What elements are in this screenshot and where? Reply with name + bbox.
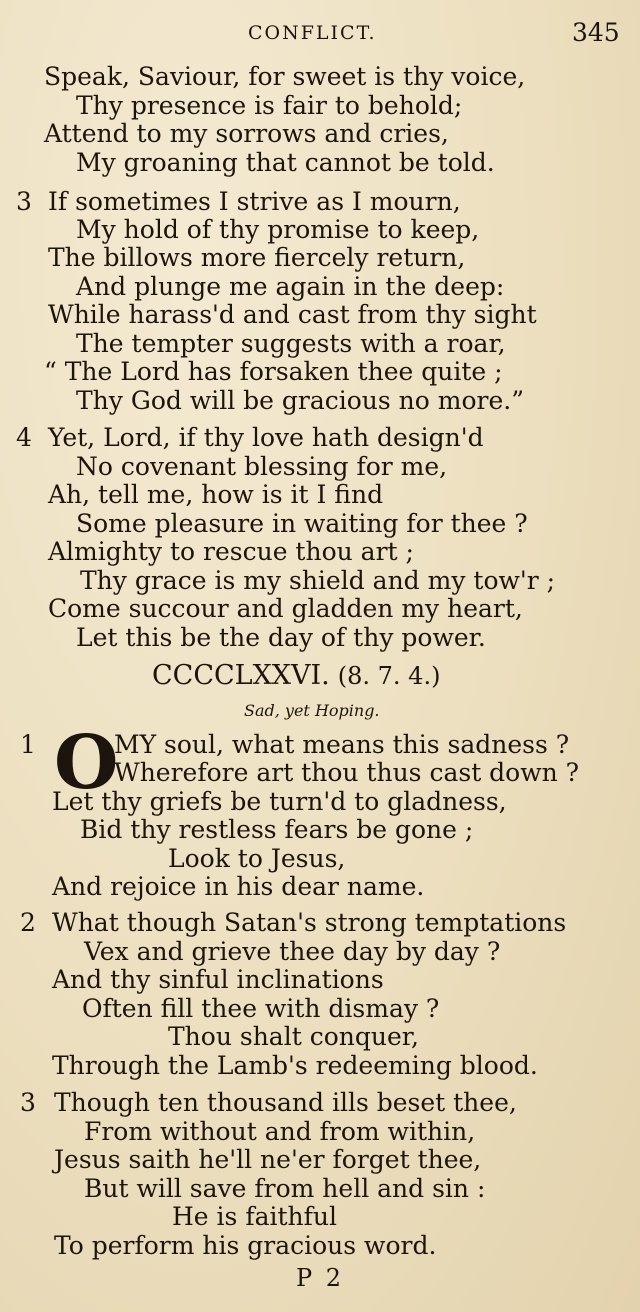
verse-line: Thy presence is fair to behold; <box>76 91 463 120</box>
hymn-number: CCCCLXXVI. <box>152 660 330 691</box>
verse-line: Let this be the day of thy power. <box>76 623 486 652</box>
verse-line: To perform his gracious word. <box>54 1231 437 1260</box>
verse-line: My groaning that cannot be told. <box>76 148 495 177</box>
hymn-subtitle: Sad, yet Hoping. <box>244 701 380 720</box>
verse-line: Wherefore art thou thus cast down ? <box>114 758 580 787</box>
verse-line: Through the Lamb's redeeming blood. <box>52 1051 538 1080</box>
verse-line: If sometimes I strive as I mourn, <box>48 187 461 216</box>
verse-line: Jesus saith he'll ne'er forget thee, <box>54 1145 482 1174</box>
verse-line: Some pleasure in waiting for thee ? <box>76 509 528 538</box>
verse-line: “ The Lord has forsaken thee quite ; <box>44 357 503 386</box>
stanza-number: 4 <box>16 423 32 452</box>
verse-line: Vex and grieve thee day by day ? <box>84 937 501 966</box>
verse-line: What though Satan's strong temptations <box>52 908 567 937</box>
verse-line: And thy sinful inclinations <box>52 965 384 994</box>
verse-line: Attend to my sorrows and cries, <box>44 119 449 148</box>
verse-line: And rejoice in his dear name. <box>52 872 425 901</box>
verse-line: Thy grace is my shield and my tow'r ; <box>80 566 556 595</box>
hymn-meter: (8. 7. 4.) <box>337 662 441 690</box>
verse-line: No covenant blessing for me, <box>76 452 448 481</box>
verse-line: Yet, Lord, if thy love hath design'd <box>48 423 484 452</box>
page-number: 345 <box>572 18 620 47</box>
stanza-number: 1 <box>20 730 36 759</box>
verse-line: Ah, tell me, how is it I find <box>48 480 384 509</box>
verse-line: From without and from within, <box>84 1117 476 1146</box>
verse-line: Almighty to rescue thou art ; <box>48 537 414 566</box>
verse-line: Though ten thousand ills beset thee, <box>54 1088 517 1117</box>
hymn-title <box>152 660 440 691</box>
page-header <box>0 20 640 50</box>
verse-line: My hold of thy promise to keep, <box>76 215 480 244</box>
verse-line: Let thy griefs be turn'd to gladness, <box>52 787 507 816</box>
verse-line: But will save from hell and sin : <box>84 1174 486 1203</box>
verse-line: The billows more fiercely return, <box>48 243 466 272</box>
verse-line: MY soul, what means this sadness ? <box>114 730 570 759</box>
verse-line: Often fill thee with dismay ? <box>82 994 440 1023</box>
signature-mark: P 2 <box>296 1264 345 1292</box>
verse-line: Bid thy restless fears be gone ; <box>80 815 474 844</box>
verse-line: And plunge me again in the deep: <box>76 272 505 301</box>
verse-line: Look to Jesus, <box>168 844 346 873</box>
stanza-number: 3 <box>20 1088 36 1117</box>
verse-line: The tempter suggests with a roar, <box>76 329 506 358</box>
drop-cap: O <box>54 720 119 806</box>
verse-line: Thy God will be gracious no more.” <box>76 386 525 415</box>
running-title: CONFLICT. <box>248 22 377 44</box>
stanza-number: 2 <box>20 908 36 937</box>
verse-line: He is faithful <box>172 1202 337 1231</box>
verse-line: Come succour and gladden my heart, <box>48 594 523 623</box>
verse-line: Speak, Saviour, for sweet is thy voice, <box>44 62 526 91</box>
verse-line: While harass'd and cast from thy sight <box>48 300 537 329</box>
verse-line: Thou shalt conquer, <box>168 1022 419 1051</box>
stanza-number: 3 <box>16 187 32 216</box>
